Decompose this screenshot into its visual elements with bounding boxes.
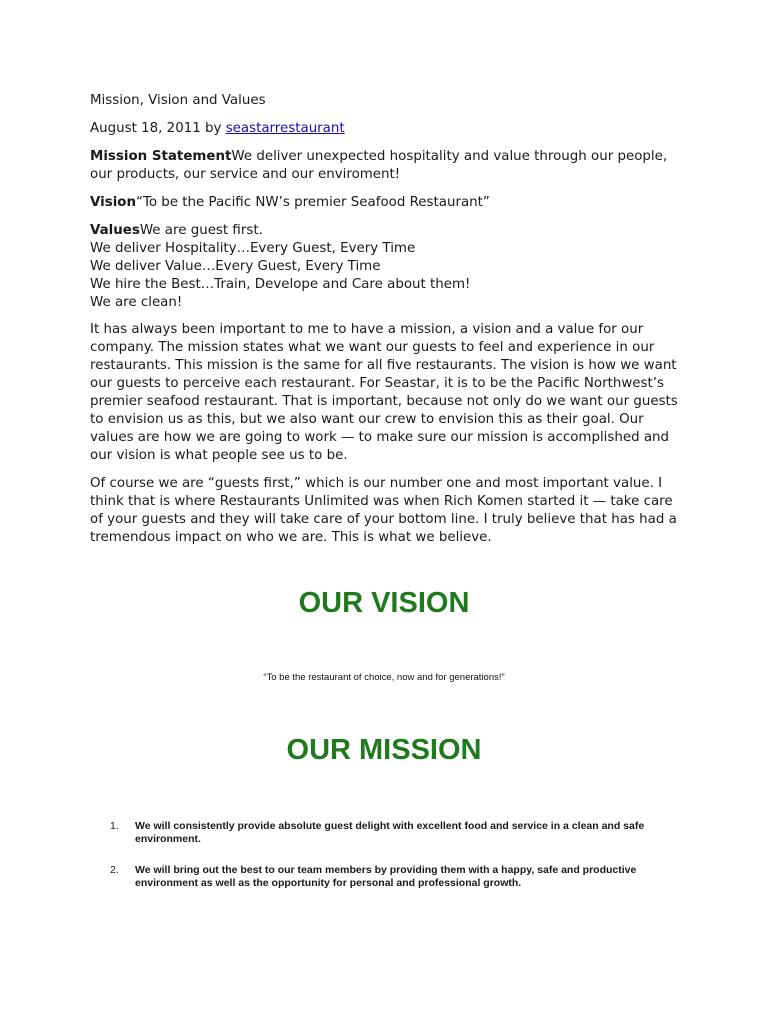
values-line: We hire the Best…Train, Develope and Care about them! — [90, 277, 471, 292]
values-statement — [90, 222, 680, 312]
author-link[interactable]: seastarrestaurant — [225, 121, 345, 136]
list-number: 2. — [110, 864, 119, 876]
list-item-text: We will bring out the best to our team members by providing them with a happy, safe and productive environment as well as the opportunity for personal and professional growth. — [135, 864, 637, 889]
list-number: 1. — [110, 820, 119, 832]
our-mission-heading: OUR MISSION — [286, 734, 482, 766]
mission-list — [110, 820, 690, 908]
mission-list-item — [110, 864, 690, 890]
values-label: Values — [90, 223, 140, 238]
mission-statement-label: Mission Statement — [90, 149, 232, 164]
vision-label: Vision — [90, 195, 137, 210]
values-line: We deliver Hospitality…Every Guest, Every Time — [90, 241, 416, 256]
byline — [90, 120, 680, 138]
body-paragraph: It has always been important to me to have a mission, a vision and a value for our company. The mission states what we want our guests to feel and experience in our restaurants. This mission is the same for all five restaurants. The vision is how we want our guests to perceive each restaurant. For Seastar, it is to be the Pacific Northwest’s premier seafood restaurant. That is important, because not only do we want our guests to envision us as this, but we also want our crew to envision this as their goal. Our values are how we are going to work — to make sure our mission is accomplished and our vision is what people see us to be. — [90, 322, 678, 463]
page-title: Mission, Vision and Values — [90, 93, 266, 108]
list-item-text: We will consistently provide absolute guest delight with excellent food and service in a clean and safe environment. — [135, 820, 645, 845]
byline-date: August 18, 2011 by — [90, 121, 226, 136]
body-paragraph: Of course we are “guests first,” which is our number one and most important value. I think that is where Restaurants Unlimited was when Rich Komen started it — take care of your guests and they will take care of your bottom line. I truly believe that has had a tremendous impact on who we are. This is what we believe. — [90, 476, 677, 545]
vision-quote: “To be the restaurant of choice, now and for generations!” — [263, 672, 505, 683]
mission-statement-text: We deliver unexpected hospitality and value through our people, our products, our service and our enviroment! — [90, 149, 668, 182]
values-line: We are guest first. — [139, 223, 263, 238]
vision-statement — [90, 194, 680, 212]
mission-statement — [90, 148, 680, 184]
values-line: We deliver Value…Every Guest, Every Time — [90, 259, 381, 274]
our-vision-heading: OUR VISION — [298, 587, 470, 619]
mission-list-item — [110, 820, 690, 846]
values-line: We are clean! — [90, 295, 183, 310]
vision-text: “To be the Pacific NW’s premier Seafood Restaurant” — [136, 195, 490, 210]
